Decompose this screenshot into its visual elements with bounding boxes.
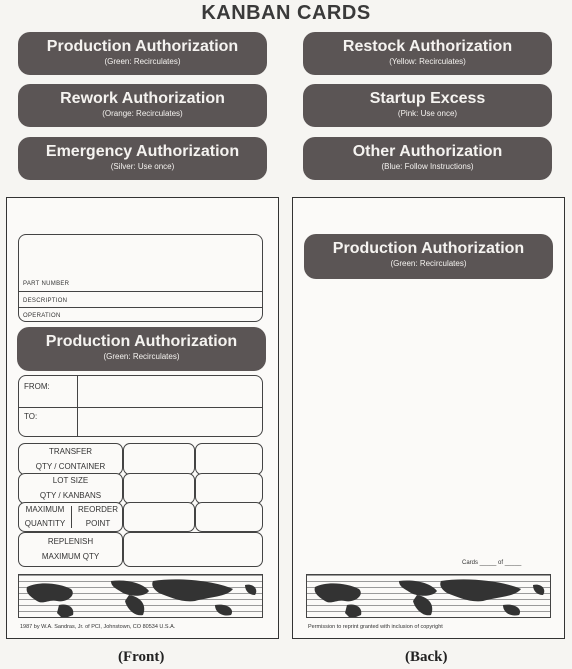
transfer-qty-label-cell: [18, 443, 123, 475]
maximum-label: MAXIMUM: [25, 505, 65, 514]
max-qty-value-1: [123, 502, 195, 532]
legend-production-authorization: [18, 32, 267, 75]
transfer-qty-value-1: [123, 443, 195, 475]
badge-name: Production Authorization: [332, 240, 525, 257]
cards-count-label: Cards _____ of _____: [462, 560, 522, 566]
world-map-icon: [19, 575, 263, 618]
legend-name: Restock Authorization: [342, 38, 513, 55]
description-label: DESCRIPTION: [23, 298, 68, 304]
front-caption: (Front): [118, 649, 165, 665]
to-label: TO:: [24, 412, 38, 421]
legend-emergency-authorization: [18, 137, 267, 180]
legend-name: Production Authorization: [46, 38, 239, 55]
operation-label: OPERATION: [23, 313, 61, 319]
replenish-value: [123, 532, 263, 567]
qty-kanbans-label: QTY / KANBANS: [39, 491, 102, 500]
quantity-label: QUANTITY: [24, 519, 66, 528]
lot-size-label: LOT SIZE: [52, 476, 89, 485]
page-title: KANBAN CARDS: [201, 2, 371, 24]
legend-note: (Pink: Use once): [397, 109, 458, 118]
legend-name: Rework Authorization: [60, 90, 225, 107]
qty-container-label: QTY / CONTAINER: [35, 462, 106, 471]
badge-name: Production Authorization: [45, 333, 238, 350]
permission-text: Permission to reprint granted with inclusion of copyright: [308, 624, 443, 630]
legend-other-authorization: [303, 137, 552, 180]
back-caption: (Back): [405, 649, 448, 665]
legend-note: (Silver: Use once): [110, 162, 175, 171]
lot-size-value-2: [195, 473, 263, 504]
back-card-badge: [304, 234, 553, 279]
world-map-graphic: [18, 574, 263, 618]
maximum-qty-label: MAXIMUM QTY: [41, 552, 100, 561]
transfer-qty-value-2: [195, 443, 263, 475]
max-qty-value-2: [195, 502, 263, 532]
lot-size-label-cell: [18, 473, 123, 504]
legend-note: (Orange: Recirculates): [102, 109, 183, 118]
legend-note: (Green: Recirculates): [104, 57, 181, 66]
legend-note: (Yellow: Recirculates): [389, 57, 466, 66]
copyright-text: 1987 by W.A. Sandras, Jr. of PCI, Johnstown, CO 80534 U.S.A.: [20, 624, 176, 630]
badge-note: (Green: Recirculates): [103, 352, 180, 361]
replenish-label: REPLENISH: [47, 537, 94, 546]
legend-rework-authorization: [18, 84, 267, 127]
front-card-badge: [17, 327, 266, 371]
point-label: POINT: [85, 519, 111, 528]
legend-name: Emergency Authorization: [45, 143, 240, 160]
legend-name: Other Authorization: [352, 143, 503, 160]
part-number-label: PART NUMBER: [23, 281, 70, 287]
legend-name: Startup Excess: [369, 90, 486, 107]
legend-note: (Blue: Follow Instructions): [381, 162, 474, 171]
lot-size-value-1: [123, 473, 195, 504]
reorder-label: REORDER: [77, 505, 118, 514]
badge-note: (Green: Recirculates): [390, 259, 467, 268]
transfer-label: TRANSFER: [48, 447, 93, 456]
legend-restock-authorization: [303, 32, 552, 75]
legend-startup-excess: [303, 84, 552, 127]
from-to-box: [18, 375, 263, 437]
world-map-graphic-back: [306, 574, 551, 618]
world-map-icon: [307, 575, 551, 618]
from-label: FROM:: [24, 382, 50, 391]
part-info-box: [18, 234, 263, 322]
max-reorder-label-cell: [18, 502, 123, 532]
replenish-label-cell: [18, 532, 123, 567]
